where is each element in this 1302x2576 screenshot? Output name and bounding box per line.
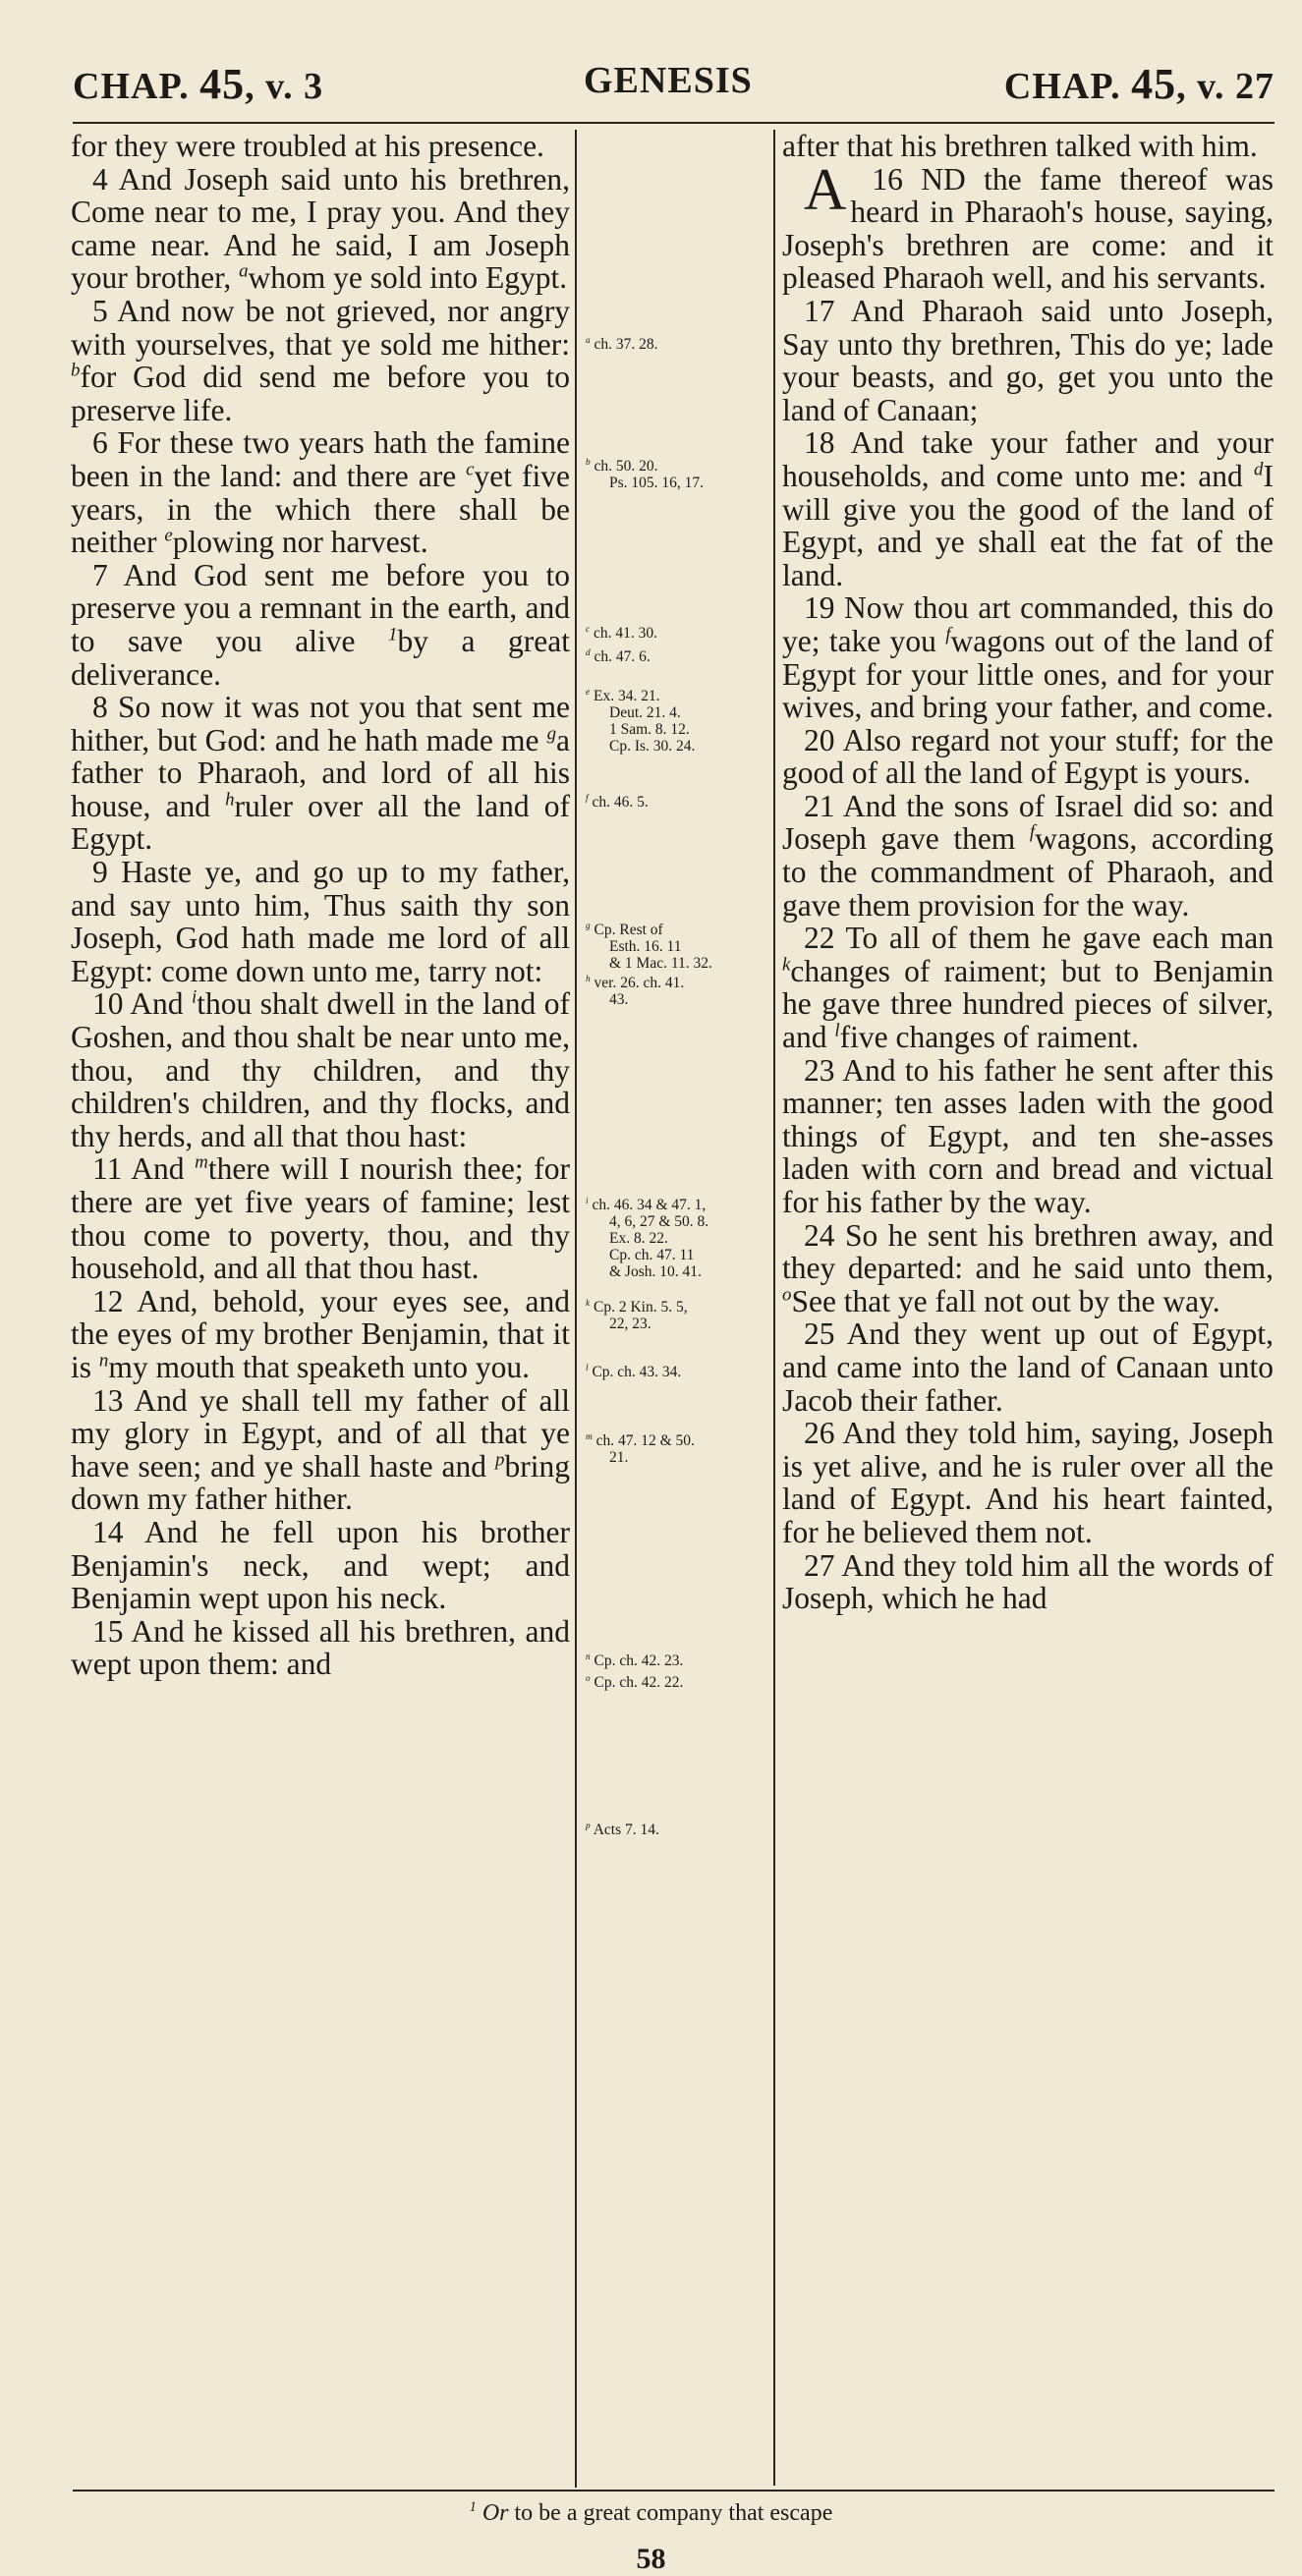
verse-25: 25 And they went up out of Egypt, and came into the land of Canaan unto Jacob their father. — [782, 1316, 1274, 1418]
running-header — [73, 59, 1274, 118]
header-right: CHAP. 45, v. 27 — [1003, 60, 1274, 108]
verse-23: 23 And to his father he sent after this manner; ten asses laden with the good things of Egypt, and ten she-asses laden with corn and bread and victual for his father by the way. — [782, 1052, 1274, 1219]
verse-17: 17 And Pharaoh said unto Joseph, Say unto thy brethren, This do ye; lade your beasts, and go, get you unto the land of Canaan; — [782, 293, 1274, 427]
ref-h: $^h$ ver. 26. ch. 41. 43. — [586, 974, 685, 1008]
page-number: 58 — [636, 2543, 666, 2575]
ref-l: $^l$ Cp. ch. 43. 34. — [586, 1363, 682, 1380]
verse-22: 22 To all of them he gave each man $^k$changes of raiment; but to Benjamin he gave three hundred pieces of silver, and $^l$five changes of raiment. — [782, 921, 1274, 1055]
verse-24: 24 So he sent his brethren away, and they departed: and he said unto them, $^o$See that ye fall not out by the way. — [782, 1217, 1274, 1318]
verse-3-end: for they were troubled at his presence. — [71, 129, 544, 163]
verse-19: 19 Now thou art commanded, this do ye; take you $^f$wagons out of the land of Egypt for your little ones, and for your wives, and bring your father, and come. — [782, 590, 1274, 725]
verse-21: 21 And the sons of Israel did so: and Joseph gave them $^f$wagons, according to the commandment of Pharaoh, and gave them provision for the way. — [782, 788, 1274, 923]
verse-14: 14 And he fell upon his brother Benjamin's neck, and wept; and Benjamin wept upon his neck. — [71, 1514, 570, 1616]
verse-15-end: after that his brethren talked with him. — [782, 129, 1258, 163]
verse-4: 4 And Joseph said unto his brethren, Come near to me, I pray you. And they came near. And he said, I am Joseph your brother, $^a$whom ye sold into Egypt. — [71, 161, 570, 296]
verse-9: 9 Haste ye, and go up to my father, and say unto him, Thus saith thy son Joseph, God hath made me lord of all Egypt: come down unto me, tarry not: — [71, 855, 570, 988]
verse-12: 12 And, behold, your eyes see, and the eyes of my brother Benjamin, that it is $^n$my mouth that speaketh unto you. — [71, 1283, 570, 1384]
ref-o: $^o$ Cp. ch. 42. 22. — [586, 1673, 684, 1691]
ref-e: $^e$ Ex. 34. 21. Deut. 21. 4. 1 Sam. 8. 12. Cp. Is. 30. 24. — [586, 687, 696, 755]
verse-11: 11 And $^m$there will I nourish thee; for there are yet five years of famine; lest thou come to poverty, thou, and thy household, and all that thou hast. — [71, 1151, 570, 1286]
verse-8: 8 So now it was not you that sent me hither, but God: and he hath made me $^g$a father to Pharaoh, and lord of all his house, and $^h$ruler over all the land of Egypt. — [71, 690, 570, 857]
right-column — [782, 130, 1274, 1615]
ref-n: $^n$ Cp. ch. 42. 23. — [586, 1652, 684, 1669]
verse-20: 20 Also regard not your stuff; for the good of all the land of Egypt is yours. — [782, 722, 1274, 791]
column-divider-right — [773, 130, 775, 2486]
verse-7: 7 And God sent me before you to preserve you a remnant in the earth, and to save you alive $^1$by a great deliverance. — [71, 557, 570, 692]
ref-g: $^g$ Cp. Rest of Esth. 16. 11 & 1 Mac. 11. 32. — [586, 921, 712, 972]
drop-cap: A — [804, 156, 847, 222]
ref-k: $^k$ Cp. 2 Kin. 5. 5, 22, 23. — [586, 1298, 688, 1332]
verse-26: 26 And they told him, saying, Joseph is yet alive, and he is ruler over all the land of Egypt. And his heart fainted, for he believed them not. — [782, 1416, 1274, 1549]
footnote: $^1$ Or to be a great company that escape — [469, 2499, 833, 2526]
footer-rule — [73, 2490, 1274, 2492]
ref-i: $^i$ ch. 46. 34 & 47. 1, 4, 6, 27 & 50. 8. Ex. 8. 22. Cp. ch. 47. 11 & Josh. 10. 41. — [586, 1196, 709, 1280]
ref-c: $^c$ ch. 41. 30. — [586, 624, 658, 642]
verse-13: 13 And ye shall tell my father of all my glory in Egypt, and of all that ye have seen; and ye shall haste and $^p$bring down my father hither. — [71, 1382, 570, 1517]
left-column — [71, 130, 570, 1681]
ref-p: $^p$ Acts 7. 14. — [586, 1820, 659, 1838]
column-divider-left — [575, 130, 577, 2488]
ref-m: $^m$ ch. 47. 12 & 50. 21. — [586, 1431, 695, 1466]
ref-d: $^d$ ch. 47. 6. — [586, 647, 651, 665]
verse-27: 27 And they told him all the words of Joseph, which he had — [782, 1547, 1274, 1616]
verse-15: 15 And he kissed all his brethren, and wept upon them: and — [71, 1613, 570, 1682]
verse-6: 6 For these two years hath the famine been in the land: and there are $^c$yet five years, in the which there shall be neither $^e$plowing nor harvest. — [71, 425, 570, 560]
ref-f: $^f$ ch. 46. 5. — [586, 793, 649, 811]
ref-a: $^a$ ch. 37. 28. — [586, 335, 658, 353]
verse-18: 18 And take your father and your households, and come unto me: and $^d$I will give you the good of the land of Egypt, and ye shall eat the fat of the land. — [782, 425, 1274, 592]
verse-16: 16 A ND the fame thereof was heard in Pharaoh's house, saying, Joseph's brethren are come: and it pleased Pharaoh well, and his servants. — [782, 156, 1274, 296]
book-title: GENESIS — [584, 60, 753, 101]
verse-5: 5 And now be not grieved, nor angry with yourselves, that ye sold me hither: $^b$for God did send me before you to preserve life. — [71, 293, 570, 427]
ref-b: $^b$ ch. 50. 20. Ps. 105. 16, 17. — [586, 457, 705, 491]
header-left: CHAP. 45, v. 3 — [73, 60, 324, 108]
verse-10: 10 And $^i$thou shalt dwell in the land of Goshen, and thou shalt be near unto me, thou, and thy children, and thy children's children, and thy flocks, and thy herds, and all that thou hast: — [71, 986, 571, 1153]
header-rule — [73, 122, 1274, 124]
